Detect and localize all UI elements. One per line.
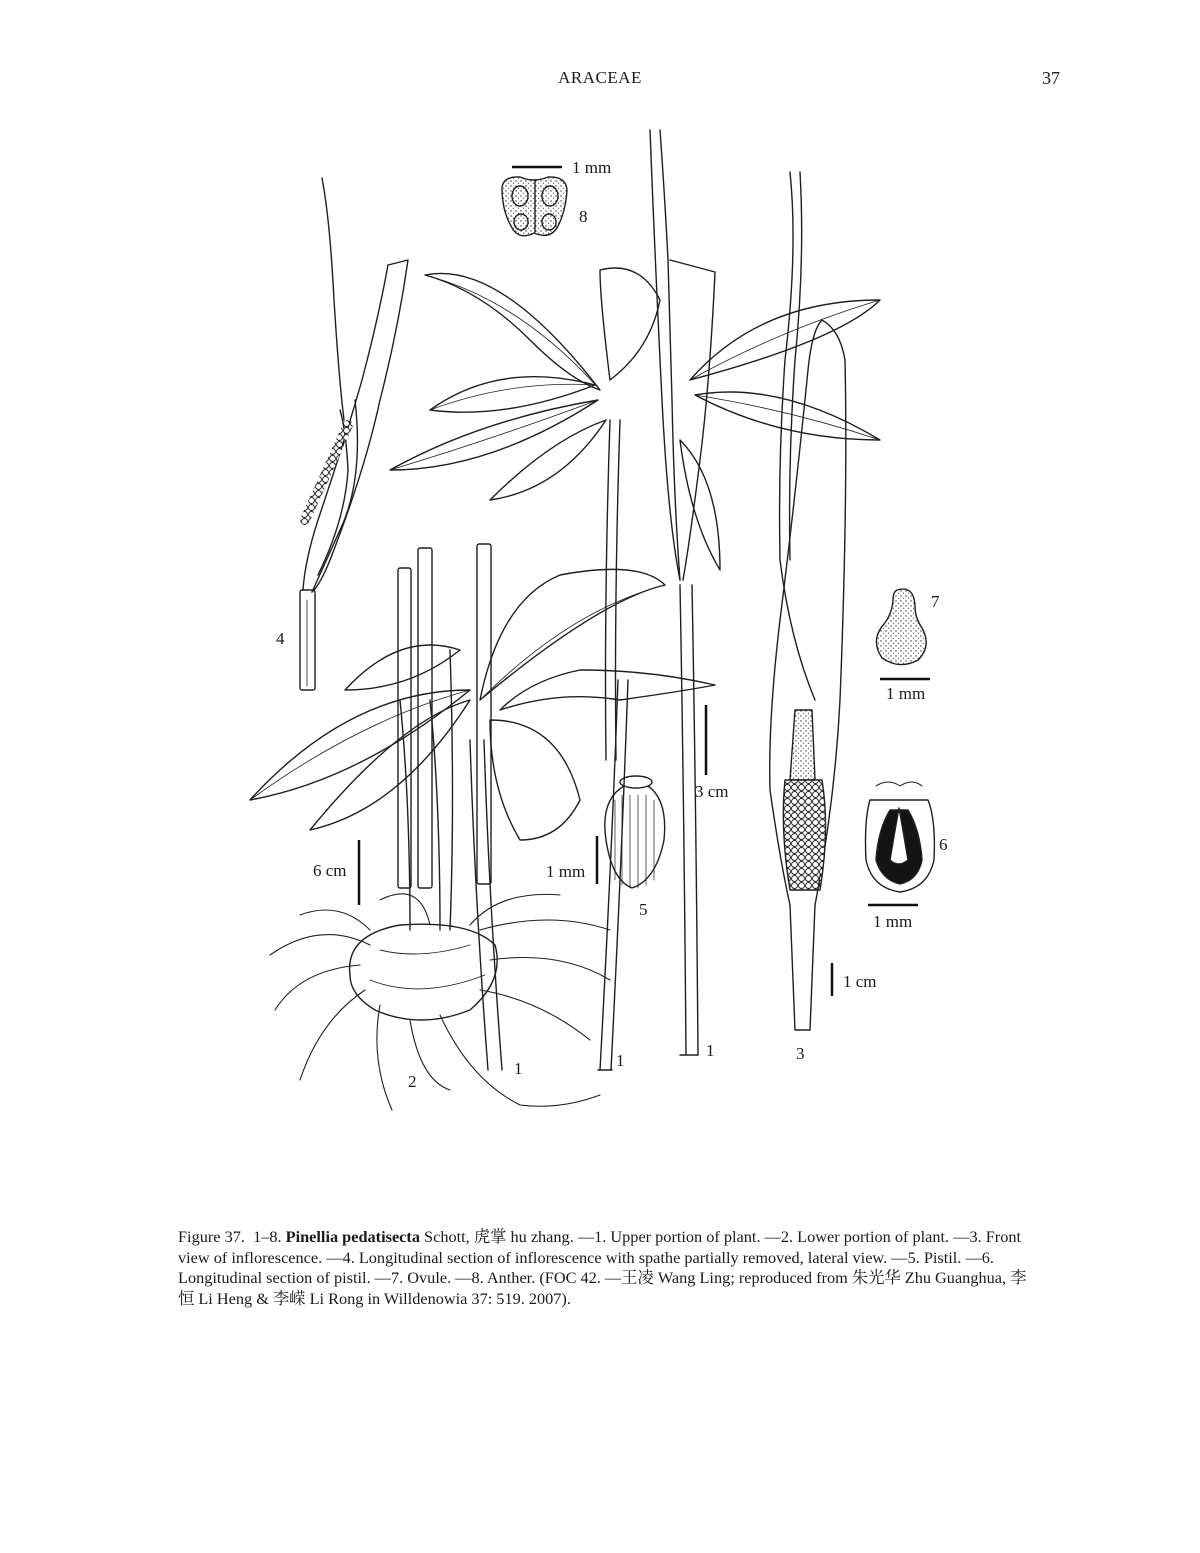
page-number: 37 [1042, 68, 1060, 88]
caption-item-3: —3. Front view of inflorescence. [178, 1227, 1022, 1267]
caption-item-1: —1. Upper portion of plant. [577, 1227, 761, 1246]
panel-number-2: 2 [408, 1072, 417, 1091]
panel-number-1b: 1 [616, 1051, 625, 1070]
panel-number-5: 5 [639, 900, 648, 919]
panel-number-6: 6 [939, 835, 948, 854]
lower-plant-drawing [250, 544, 715, 1110]
scale-label-upper-plant: 3 cm [695, 782, 729, 801]
caption-credit: (FOC 42. —王凌 Wang Ling; reproduced from 朱光华 Zhu Guanghua, 李恒 Li Heng & 李嵘 Li Rong in Willdenowia 37: 519. 2007). [178, 1268, 1027, 1308]
pinyin-name: hu zhang. [510, 1227, 574, 1246]
panel-number-7: 7 [931, 592, 940, 611]
panel-number-4: 4 [276, 629, 285, 648]
scale-label-ovule: 1 mm [886, 684, 926, 703]
running-head: ARACEAE [558, 68, 642, 87]
figure-caption [178, 1227, 1038, 1309]
caption-item-6: —6. Longitudinal section of pistil. [178, 1247, 994, 1287]
anther-drawing [502, 177, 567, 236]
panel-number-8: 8 [579, 207, 588, 226]
figure-range: 1–8. [253, 1227, 282, 1246]
pistil-section-drawing [866, 782, 935, 892]
inflorescence-section-drawing [300, 178, 408, 690]
caption-item-2: —2. Lower portion of plant. [764, 1227, 950, 1246]
caption-item-8: —8. Anther. [455, 1268, 536, 1287]
caption-item-7: —7. Ovule. [374, 1268, 452, 1287]
scale-label-inflorescence: 1 cm [843, 972, 877, 991]
panel-number-1c: 1 [706, 1041, 715, 1060]
scale-label-anther: 1 mm [572, 158, 612, 177]
species-name: Pinellia pedatisecta [285, 1227, 420, 1246]
inflorescence-front-drawing [770, 172, 846, 1030]
ovule-drawing [876, 589, 926, 665]
scale-label-pistil: 1 mm [546, 862, 586, 881]
caption-item-4: —4. Longitudinal section of inflorescence with spathe partially removed, lateral view. [326, 1247, 888, 1267]
caption-item-5: —5. Pistil. [891, 1247, 962, 1267]
panel-number-1a: 1 [514, 1059, 523, 1078]
species-authority: Schott, [424, 1227, 470, 1246]
figure-label: Figure 37. [178, 1227, 245, 1246]
panel-number-3: 3 [796, 1044, 805, 1063]
scale-label-pistil-section: 1 mm [873, 912, 913, 931]
chinese-name: 虎掌 [473, 1227, 507, 1246]
scale-label-lower-plant: 6 cm [313, 861, 347, 880]
